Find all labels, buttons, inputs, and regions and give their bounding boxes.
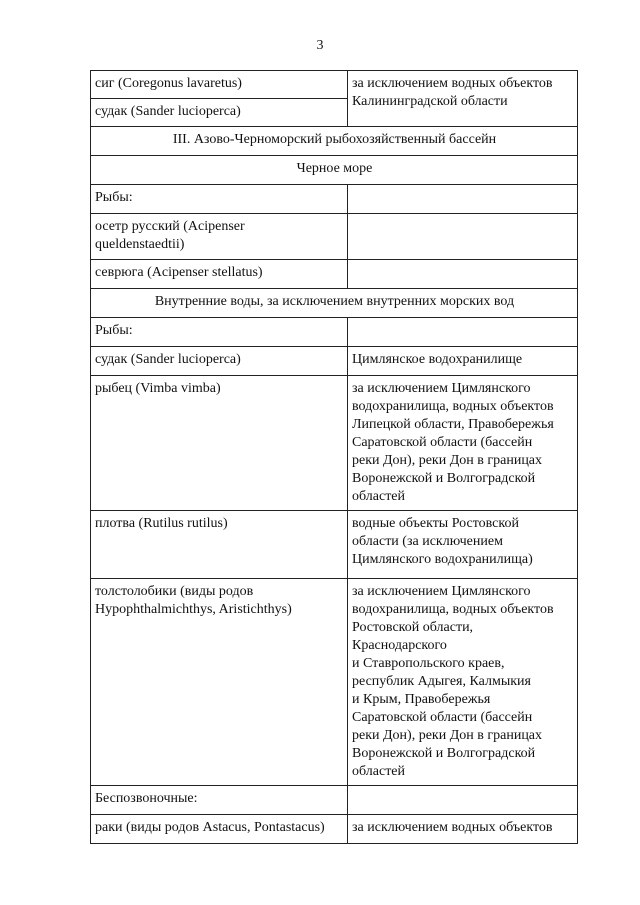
area-text: реки Дон), реки Дон в границах — [352, 453, 543, 468]
cell-area — [348, 185, 578, 214]
area-text: за исключением Цимлянского — [352, 584, 531, 599]
cell-area — [348, 786, 578, 815]
table-row — [91, 71, 578, 99]
cell-species: судак (Sander lucioperca) — [91, 347, 348, 376]
area-text: реки Дон), реки Дон в границах — [352, 728, 543, 743]
table-row — [91, 260, 578, 289]
section-heading-row — [91, 127, 578, 156]
cell-species: раки (виды родов Astacus, Pontastacus) — [91, 815, 348, 844]
species-name: сиг (Coregonus lavaretus) — [95, 76, 242, 91]
category-label: Рыбы: — [91, 318, 348, 347]
species-name: queldenstaedtii) — [95, 237, 185, 252]
area-text: областей — [352, 489, 406, 504]
species-name: судак (Sander lucioperca) — [95, 104, 241, 119]
area-text: области (за исключением — [352, 534, 503, 549]
section-heading-azov: III. Азово-Черноморский рыбохозяйственный бассейн — [91, 127, 578, 156]
section-heading-row — [91, 289, 578, 318]
cell-species: севрюга (Acipenser stellatus) — [91, 260, 348, 289]
section-heading-black-sea: Черное море — [91, 156, 578, 185]
area-text: водохранилища, водных объектов — [352, 399, 554, 414]
species-name: осетр русский (Acipenser — [95, 219, 245, 234]
species-table — [90, 70, 578, 844]
area-text: Цимлянского водохранилища) — [352, 552, 533, 567]
table-row — [91, 511, 578, 579]
cell-species: плотва (Rutilus rutilus) — [91, 511, 348, 579]
cell-species: рыбец (Vimba vimba) — [91, 376, 348, 511]
category-label: Рыбы: — [91, 185, 348, 214]
table-row — [91, 376, 578, 511]
area-text: республик Адыгея, Калмыкия — [352, 674, 531, 689]
area-text: за исключением Цимлянского — [352, 381, 531, 396]
area-text: Калининградской области — [352, 94, 508, 109]
area-text: Саратовской области (бассейн — [352, 710, 533, 725]
area-text: Саратовской области (бассейн — [352, 435, 533, 450]
area-text: Ростовской области, — [352, 620, 474, 635]
cell-species — [91, 99, 348, 127]
cell-area — [348, 376, 578, 511]
area-text: Воронежской и Волгоградской — [352, 471, 536, 486]
section-heading-inland: Внутренние воды, за исключением внутренних морских вод — [91, 289, 578, 318]
cell-area — [348, 260, 578, 289]
table-row — [91, 579, 578, 786]
table-row — [91, 318, 578, 347]
area-text: за исключением водных объектов — [352, 76, 553, 91]
cell-area — [348, 579, 578, 786]
cell-area — [348, 214, 578, 260]
table-row — [91, 185, 578, 214]
section-heading-row — [91, 156, 578, 185]
area-text: водные объекты Ростовской — [352, 516, 519, 531]
area-text: и Крым, Правобережья — [352, 692, 491, 707]
category-label: Беспозвоночные: — [91, 786, 348, 815]
cell-area: Цимлянское водохранилище — [348, 347, 578, 376]
cell-area — [348, 71, 578, 127]
table-row — [91, 786, 578, 815]
cell-species — [91, 71, 348, 99]
area-text: областей — [352, 764, 406, 779]
cell-area — [348, 318, 578, 347]
area-text: водохранилища, водных объектов — [352, 602, 554, 617]
cell-species — [91, 214, 348, 260]
species-name: Hypophthalmichthys, Aristichthys) — [95, 602, 292, 617]
table-row — [91, 815, 578, 844]
cell-species — [91, 579, 348, 786]
area-text: и Ставропольского краев, — [352, 656, 505, 671]
species-name: толстолобики (виды родов — [95, 584, 254, 599]
cell-area: за исключением водных объектов — [348, 815, 578, 844]
page-number: 3 — [316, 38, 324, 53]
area-text: Краснодарского — [352, 638, 447, 653]
area-text: Воронежской и Волгоградской — [352, 746, 536, 761]
cell-area — [348, 511, 578, 579]
area-text: Липецкой области, Правобережья — [352, 417, 554, 432]
table-row — [91, 214, 578, 260]
table-row — [91, 347, 578, 376]
